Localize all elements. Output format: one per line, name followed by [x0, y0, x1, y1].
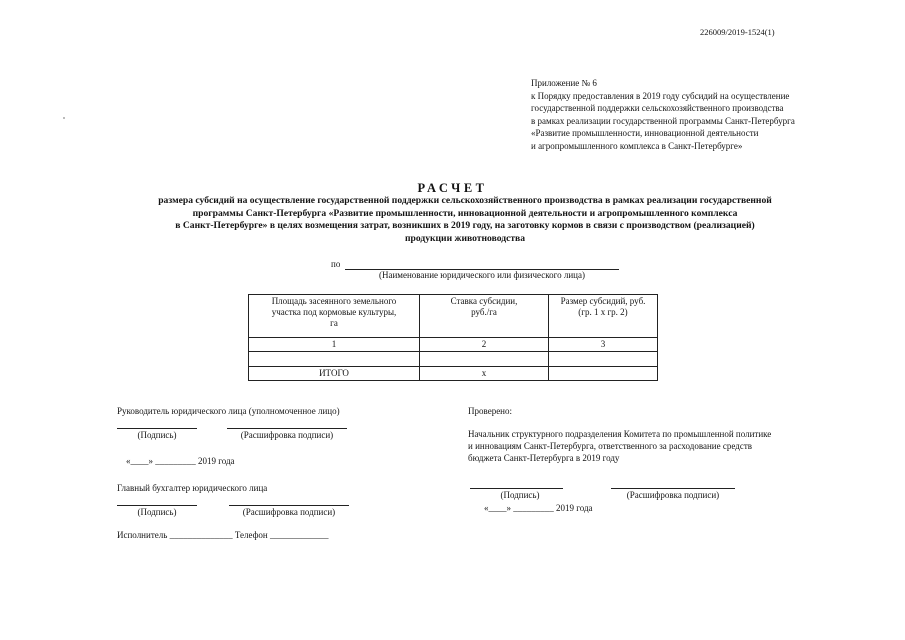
header-text: (гр. 1 х гр. 2) [578, 307, 628, 317]
date-year: 2019 года [556, 503, 593, 513]
column-number: 1 [249, 338, 420, 352]
document-title: РАСЧЕТ [417, 181, 488, 195]
appendix-line: государственной поддержки сельскохозяйственного производства [531, 103, 784, 114]
column-number: 2 [420, 338, 549, 352]
recipient-caption: (Наименование юридического или физического лица) [378, 270, 585, 280]
header-text: га [330, 318, 338, 328]
official-signature-caption: (Подпись) [500, 490, 540, 500]
accountant-signature-line[interactable] [117, 505, 197, 506]
date-day[interactable]: «____» [126, 456, 153, 466]
appendix-line: «Развитие промышленности, инновационной деятельности [531, 128, 759, 139]
total-row [249, 367, 658, 381]
header-text: руб./га [471, 307, 497, 317]
header-cell-amount [549, 295, 658, 338]
official-line: Начальник структурного подразделения Комитета по промышленной политике [468, 429, 772, 439]
subtitle-line: в Санкт-Петербурге» в целях возмещения затрат, возникших в 2019 году, на заготовку кормов в связи с производством (реализацией) [175, 220, 755, 232]
document-code: 226009/2019-1524(1) [700, 27, 775, 37]
appendix-block [531, 77, 795, 153]
head-decoding-caption: (Расшифровка подписи) [240, 430, 334, 440]
rate-cell[interactable] [420, 352, 549, 367]
total-label: ИТОГО [249, 367, 420, 381]
subtitle-line: программы Санкт-Петербурга «Развитие промышленности, инновационной деятельности и агропромышленного комплекса [192, 207, 738, 219]
head-date [126, 456, 235, 466]
appendix-line: к Порядку предоставления в 2019 году субсидий на осуществление [531, 90, 790, 101]
checked-label: Проверено: [468, 406, 513, 416]
official-date [484, 503, 593, 513]
document-subtitle [95, 195, 835, 245]
phone-field[interactable]: _____________ [270, 530, 329, 540]
accountant-decoding-caption: (Расшифровка подписи) [242, 507, 336, 517]
official-decoding-line[interactable] [611, 488, 735, 489]
amount-cell[interactable] [549, 352, 658, 367]
accountant-decoding-line[interactable] [229, 505, 349, 506]
header-text: Площадь засеянного земельного [271, 296, 397, 306]
head-signature-caption: (Подпись) [137, 430, 177, 440]
calculation-table [248, 294, 658, 381]
official-signature-line[interactable] [470, 488, 563, 489]
total-amount-cell[interactable] [549, 367, 658, 381]
accountant-signature-caption: (Подпись) [137, 507, 177, 517]
subtitle-line: продукции животноводства [404, 232, 526, 244]
executor-row [117, 530, 329, 540]
recipient-prefix: по [331, 259, 341, 269]
phone-label: Телефон [234, 530, 268, 540]
appendix-line: в рамках реализации государственной программы Санкт-Петербурга [531, 115, 795, 126]
subtitle-line: размера субсидий на осуществление государственной поддержки сельскохозяйственного производства в рамках реализации государственной [158, 195, 772, 206]
head-signature-line[interactable] [117, 428, 197, 429]
appendix-line: Приложение № 6 [531, 78, 597, 88]
header-text: участка под кормовые культуры, [271, 307, 397, 317]
executor-field[interactable]: ______________ [169, 530, 233, 540]
date-day[interactable]: «____» [484, 503, 511, 513]
header-text: Размер субсидий, руб. [560, 296, 646, 306]
official-line: бюджета Санкт-Петербурга в 2019 году [468, 453, 620, 463]
header-text: Ставка субсидии, [450, 296, 518, 306]
total-rate: х [420, 367, 549, 381]
date-month[interactable]: _________ [513, 503, 554, 513]
area-cell[interactable] [249, 352, 420, 367]
column-number-row [249, 338, 658, 352]
header-cell-rate [420, 295, 549, 338]
table-row [249, 352, 658, 367]
header-cell-area [249, 295, 420, 338]
official-line: и инновациям Санкт-Петербурга, ответственного за расходование средств [468, 441, 752, 451]
executor-label: Исполнитель [117, 530, 168, 540]
date-year: 2019 года [198, 456, 235, 466]
appendix-line: и агропромышленного комплекса в Санкт-Петербурге» [531, 140, 743, 151]
scan-speck [63, 117, 65, 119]
table-header-row [249, 295, 658, 338]
head-title: Руководитель юридического лица (уполномоченное лицо) [117, 406, 340, 416]
official-title [468, 428, 771, 464]
accountant-title: Главный бухгалтер юридического лица [117, 483, 268, 493]
date-month[interactable]: _________ [155, 456, 196, 466]
head-decoding-line[interactable] [227, 428, 347, 429]
column-number: 3 [549, 338, 658, 352]
official-decoding-caption: (Расшифровка подписи) [626, 490, 720, 500]
